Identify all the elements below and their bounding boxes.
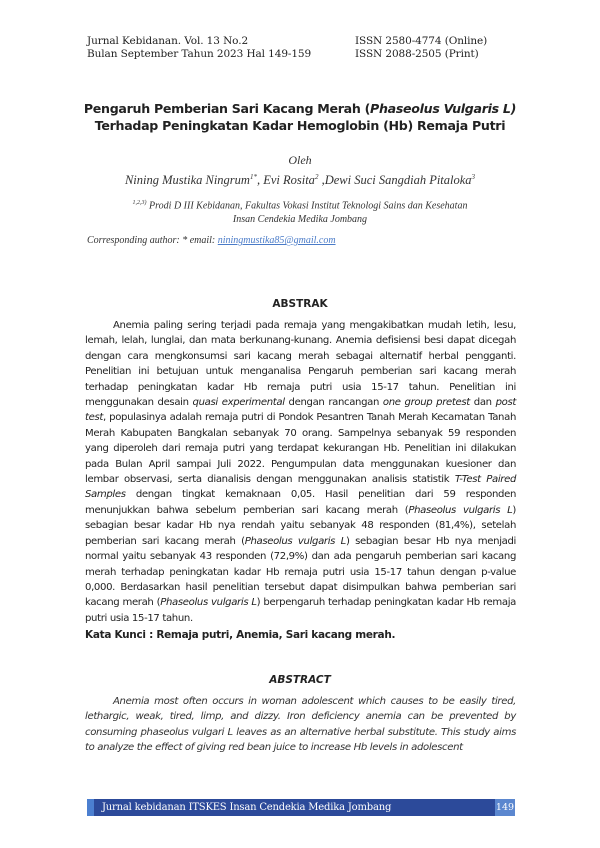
abstrak-italic: Phaseolus vulgaris L — [244, 535, 346, 547]
abstrak-text: , populasinya adalah remaja putri di Pondok Pesantren Tanah Merah Kecamatan Tanah Merah Kabupaten Bangkalan sebanyak 70 orang. Sampelnya sebanyak 59 responden yang diperoleh dari remaja putri yang terdapat kekurangan Hb. Penelitian ini dilakukan pada Bulan April sampai Juli 2022. Pengumpulan data menggunakan kuesioner dan lembar observasi, serta dianalisis dengan menggunakan analisis statistik — [85, 412, 516, 486]
abstrak-italic: one group pretest — [382, 397, 470, 409]
author-1-sup: 1* — [249, 173, 257, 181]
footer-stripe — [87, 799, 94, 816]
author-3: Dewi Suci Sangdiah Pitaloka — [324, 173, 472, 188]
journal-volume: Jurnal Kebidanan. Vol. 13 No.2 — [87, 35, 249, 47]
abstrak-text: ) berpengaruh terhadap peningkatan kadar Hb remaja putri usia 15-17 tahun. — [85, 597, 517, 624]
abstrak-heading: ABSTRAK — [272, 298, 328, 310]
abstrak-body — [85, 318, 516, 626]
issn-online: ISSN 2580-4774 (Online) — [355, 35, 488, 47]
affil-line1: Prodi D III Kebidanan, Fakultas Vokasi Institut Teknologi Sains dan Kesehatan — [149, 200, 468, 212]
abstrak-text: dengan rancangan — [284, 397, 383, 409]
abstrak-text: dengan tingkat kemaknaan 0,05. Hasil penelitian dari 59 responden menunjukkan bahwa sebelum pemberian sari kacang merah ( — [85, 489, 516, 516]
issn-print: ISSN 2088-2505 (Print) — [355, 48, 479, 60]
paper-title — [60, 100, 540, 134]
affiliation — [60, 196, 540, 227]
byline-oleh: Oleh — [288, 153, 312, 167]
abstract-body — [85, 694, 516, 756]
abstrak-italic: Phaseolus vulgaris L — [160, 597, 257, 609]
author-2: Evi Rosita — [263, 173, 315, 188]
abstract-text: Anemia most often occurs in woman adolescent which causes to be easily tired, lethargic, weak, tired, limp, and dizzy. Iron deficiency anemia can be prevented by consuming phaseolus vulgari L leaves as an alternative herbal substitute. This study aims to analyze the effect of giving red bean juice to increase Hb levels in adolescent — [85, 696, 516, 754]
corr-label: Corresponding author: * email: — [87, 235, 218, 246]
corresponding-author — [87, 235, 336, 246]
title-species: Phaseolus Vulgaris L) — [370, 101, 517, 116]
author-list: Nining Mustika Ningrum$^{1*}$, Evi Rosita$^2$ ,Dewi Suci Sangdiah Pitaloka$^3$ — [124, 173, 476, 188]
affil-line2: Insan Cendekia Medika Jombang — [232, 214, 368, 226]
abstrak-italic: Phaseolus vulgaris L — [408, 504, 513, 516]
abstrak-text: ) sebagian besar Hb nya menjadi normal yaitu sebanyak 43 responden (72,9%) dan ada pengaruh pemberian sari kacang merah terhadap peningkatan kadar Hb remaja putri usia 15-17 tahun dengan p-value 0,000. Berdasarkan hasil penelitian tersebut dapat disimpulkan bahwa pemberian sari kacang merah ( — [85, 535, 516, 609]
abstrak-italic: quasi experimental — [192, 397, 285, 409]
abstrak-text: Anemia paling sering terjadi pada remaja yang mengakibatkan mudah letih, lesu, lemah, lelah, lunglai, dan mata berkunang-kunang. Anemia defisiensi besi dapat dicegah dengan cara mengkonsumsi sari kacang merah sebagai alternatif herbal pengganti. Penelitian ini betujuan untuk menganalisa Pengaruh pemberian sari kacang merah terhadap peningkatan kadar Hb remaja putri usia 15-17 tahun. Penelitian ini menggunakan desain — [85, 320, 516, 409]
journal-issue: Bulan September Tahun 2023 Hal 149-159 — [87, 48, 312, 60]
author-3-sup: 3 — [471, 173, 476, 181]
journal-header-right — [355, 35, 487, 61]
page-number: 149 — [495, 799, 515, 816]
author-2-sup: 2 — [314, 173, 319, 181]
title-line1: Pengaruh Pemberian Sari Kacang Merah ( — [83, 101, 371, 116]
abstrak-text: dan — [469, 397, 496, 409]
abstrak-italic: post test — [85, 397, 516, 424]
affil-sup: 1,2,3) — [132, 200, 147, 206]
abstract-heading: ABSTRACT — [269, 674, 331, 686]
journal-header-left — [87, 35, 311, 61]
page-footer — [87, 799, 515, 816]
keywords: Kata Kunci : Remaja putri, Anemia, Sari kacang merah. — [85, 629, 396, 641]
abstrak-text: ) sebagian besar kadar Hb nya rendah yaitu sebanyak 48 responden (81,4%), setelah pemberian sari kacang merah ( — [85, 504, 517, 547]
footer-journal-name: Jurnal kebidanan ITSKES Insan Cendekia Medika Jombang — [94, 799, 495, 816]
abstrak-italic: T-Test Paired Samples — [85, 474, 517, 501]
title-line2: Terhadap Peningkatan Kadar Hemoglobin (Hb) Remaja Putri — [94, 118, 506, 133]
author-1: Nining Mustika Ningrum — [124, 173, 250, 188]
email-link[interactable]: niningmustika85@gmail.com — [217, 235, 336, 246]
